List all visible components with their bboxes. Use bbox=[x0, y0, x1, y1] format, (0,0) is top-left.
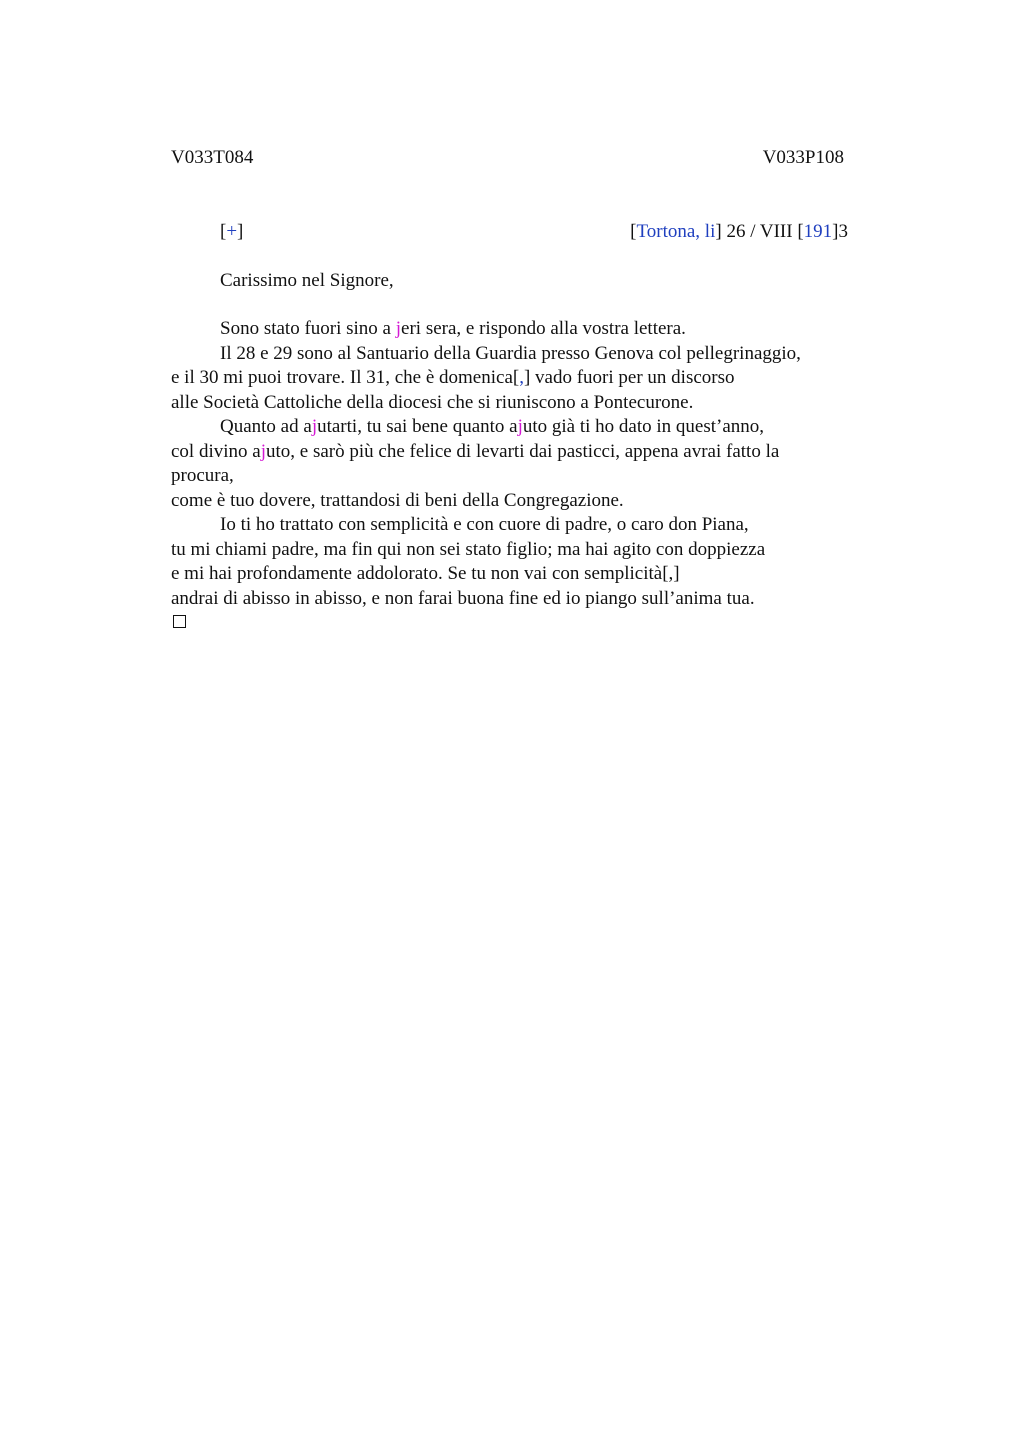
salutation: Carissimo nel Signore, bbox=[220, 270, 394, 291]
body-line-11: e mi hai profondamente addolorato. Se tu non vai con semplicità[,] bbox=[171, 563, 680, 584]
letter-place: Tortona, li bbox=[636, 221, 716, 242]
body-text: ] vado fuori per un discorso bbox=[523, 367, 735, 388]
body-text: Sono stato fuori sino a bbox=[220, 318, 396, 339]
body-line-5 bbox=[220, 415, 764, 439]
cross-symbol: + bbox=[226, 221, 238, 242]
body-line-8: come è tuo dovere, trattandosi di beni della Congregazione. bbox=[171, 490, 624, 511]
body-line-7: procura, bbox=[171, 465, 234, 486]
body-line-12: andrai di abisso in abisso, e non farai buona fine ed io piango sull’anima tua. bbox=[171, 588, 755, 609]
editorial-letter: j bbox=[517, 416, 523, 437]
editorial-letter: j bbox=[260, 441, 266, 462]
letter-date: [Tortona, li] 26 / VIII [191]3 bbox=[630, 221, 848, 242]
body-text: utarti, tu sai bene quanto a bbox=[317, 416, 518, 437]
body-line-2: Il 28 e 29 sono al Santuario della Guardia presso Genova col pellegrinaggio, bbox=[220, 343, 801, 364]
editorial-letter: j bbox=[395, 318, 402, 339]
letter-year-suffix: 3 bbox=[838, 221, 848, 242]
document-code-left: V033T084 bbox=[171, 147, 254, 168]
body-line-10: tu mi chiami padre, ma fin qui non sei stato figlio; ma hai agito con doppiezza bbox=[171, 539, 766, 560]
document-code-right: V033P108 bbox=[762, 147, 844, 168]
body-line-9: Io ti ho trattato con semplicità e con cuore di padre, o caro don Piana, bbox=[220, 514, 749, 535]
end-marker-icon bbox=[173, 615, 186, 628]
editorial-letter: j bbox=[311, 416, 318, 437]
body-text: col divino a bbox=[171, 441, 261, 462]
cross-mark: [+] bbox=[220, 221, 244, 242]
body-text: uto, e sarò più che felice di levarti dai pasticci, appena avrai fatto la bbox=[265, 441, 780, 462]
body-text: e il 30 mi puoi trovare. Il 31, che è domenica[ bbox=[171, 367, 520, 388]
body-line-1 bbox=[220, 317, 686, 341]
body-line-3 bbox=[171, 366, 735, 390]
letter-year-prefix: 191 bbox=[803, 221, 833, 242]
body-text: eri sera, e rispondo alla vostra lettera. bbox=[401, 318, 686, 339]
editorial-comma: , bbox=[519, 367, 524, 388]
body-text: uto già ti ho dato in quest’anno, bbox=[522, 416, 765, 437]
body-line-4: alle Società Cattoliche della diocesi che si riuniscono a Pontecurone. bbox=[171, 392, 694, 413]
body-line-6 bbox=[171, 440, 779, 464]
body-text: Quanto ad a bbox=[220, 416, 312, 437]
letter-date-day-month: 26 / VIII bbox=[726, 221, 793, 242]
